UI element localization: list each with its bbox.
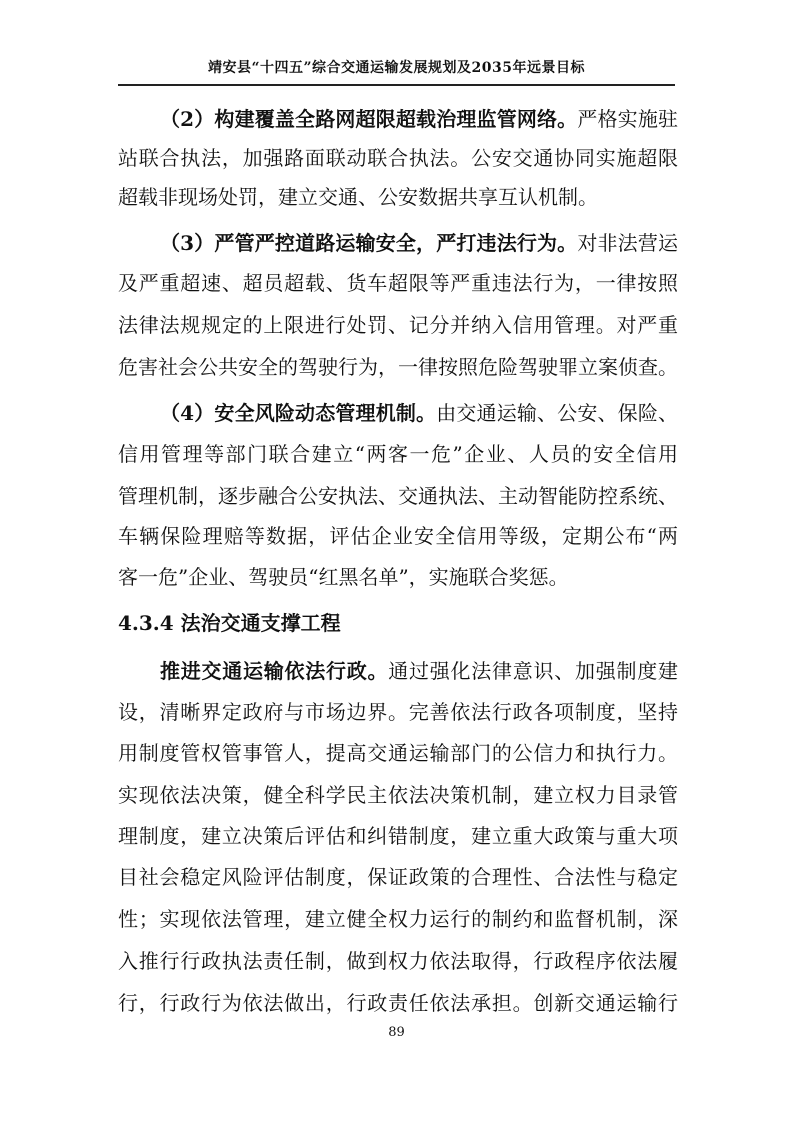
section-line-9: 行，行政行为依法做出，行政责任依法承担。创新交通运输行: [118, 991, 678, 1015]
paragraph-4-line-2: 信用管理等部门联合建立“两客一危”企业、人员的安全信用: [118, 442, 678, 466]
paragraph-2-text: 严格实施驻: [577, 107, 678, 131]
paragraph-2-line-3: 超载非现场处罚，建立交通、公安数据共享互认机制。: [118, 185, 598, 209]
page-header-title: 靖安县“十四五”综合交通运输发展规划及2035年远景目标: [207, 60, 586, 76]
section-line-8: 入推行行政执法责任制，做到权力依法取得，行政程序依法履: [118, 949, 678, 973]
paragraph-3-line-4: 危害社会公共安全的驾驶行为，一律按照危险驾驶罪立案侦查。: [118, 355, 678, 379]
paragraph-2-line-1: [160, 104, 678, 134]
paragraph-4-lead: （4）安全风险动态管理机制。: [160, 401, 437, 425]
section-text: 通过强化法律意识、加强制度建: [388, 659, 678, 683]
paragraph-4-line-3: 管理机制，逐步融合公安执法、交通执法、主动智能防控系统、: [118, 484, 678, 508]
paragraph-2-line-2: 站联合执法，加强路面联动联合执法。公安交通协同实施超限: [118, 146, 678, 170]
section-heading: 4.3.4 法治交通支撑工程: [118, 611, 341, 635]
section-line-6: 目社会稳定风险评估制度，保证政策的合理性、合法性与稳定: [118, 865, 678, 889]
paragraph-2-lead: （2）构建覆盖全路网超限超载治理监管网络。: [160, 107, 578, 131]
header-rule: [118, 84, 675, 86]
section-line-1: [160, 656, 678, 686]
paragraph-3-text: 对非法营运: [577, 231, 678, 255]
paragraph-3-line-2: 及严重超速、超员超载、货车超限等严重违法行为，一律按照: [118, 271, 678, 295]
paragraph-4-text: 由交通运输、公安、保险、: [436, 401, 678, 425]
section-line-4: 实现依法决策，健全科学民主依法决策机制，建立权力目录管: [118, 783, 678, 807]
section-line-2: 设，清晰界定政府与市场边界。完善依法行政各项制度，坚持: [118, 700, 678, 724]
paragraph-4-line-1: [160, 398, 678, 428]
paragraph-3-line-3: 法律法规规定的上限进行处罚、记分并纳入信用管理。对严重: [118, 313, 678, 337]
section-lead: 推进交通运输依法行政。: [160, 659, 389, 683]
paragraph-4-line-5: 客一危”企业、驾驶员“红黑名单”，实施联合奖惩。: [118, 565, 569, 589]
page-number: 89: [388, 1025, 405, 1040]
section-line-5: 理制度，建立决策后评估和纠错制度，建立重大政策与重大项: [118, 824, 678, 848]
paragraph-3-line-1: [160, 228, 678, 258]
section-line-3: 用制度管权管事管人，提高交通运输部门的公信力和执行力。: [118, 741, 678, 765]
paragraph-3-lead: （3）严管严控道路运输安全，严打违法行为。: [160, 231, 578, 255]
paragraph-4-line-4: 车辆保险理赔等数据，评估企业安全信用等级，定期公布“两: [118, 524, 678, 548]
section-line-7: 性；实现依法管理，建立健全权力运行的制约和监督机制，深: [118, 907, 678, 931]
